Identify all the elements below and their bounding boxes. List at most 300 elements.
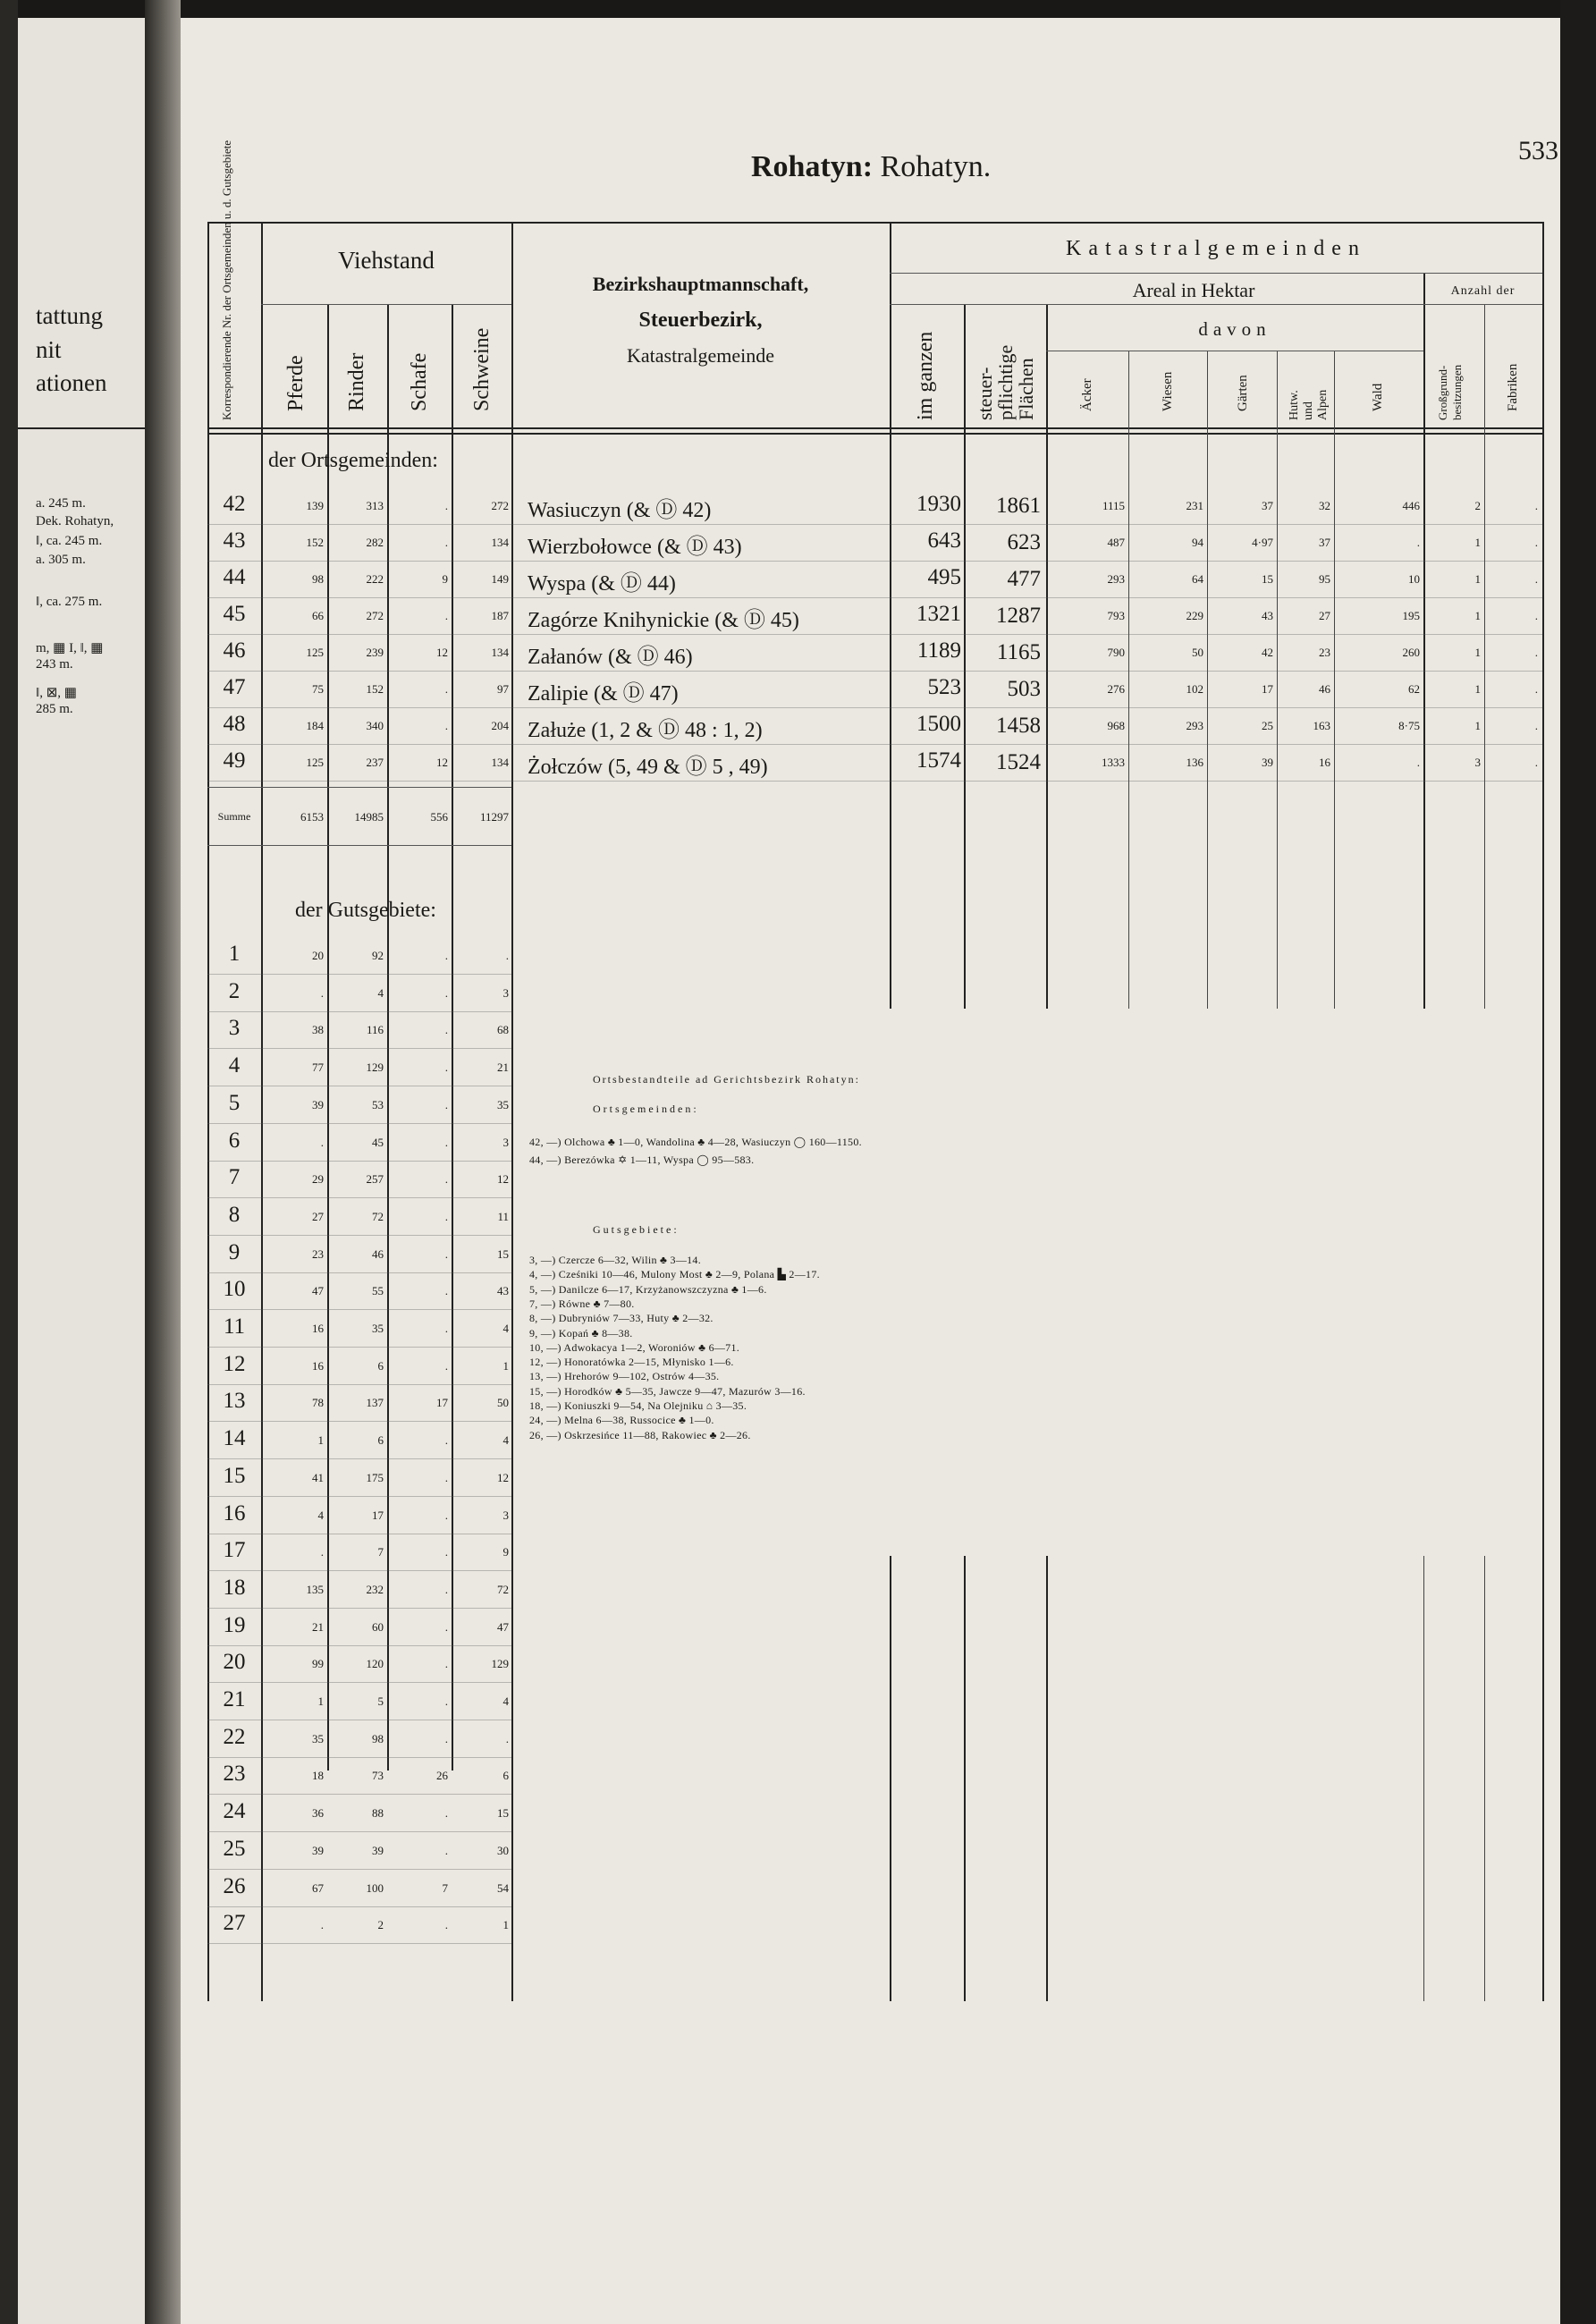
- gg-row-number: 10: [223, 1277, 246, 1301]
- gg-rinder: 137: [366, 1396, 384, 1409]
- og-gaerten: 4·97: [1252, 536, 1273, 549]
- gg-pferde: 67: [312, 1881, 324, 1895]
- schweine-header: Schweine: [470, 327, 494, 411]
- og-pferde: 139: [306, 499, 324, 512]
- prev-rule: [18, 427, 145, 429]
- og-wiesen: 94: [1192, 536, 1203, 549]
- og-wiesen: 231: [1186, 499, 1203, 512]
- og-fabriken: .: [1534, 609, 1538, 622]
- ortsbestand-gg-line: 15, —) Horodków ♣ 5—35, Jawcze 9—47, Mazurów 3—16.: [529, 1385, 806, 1398]
- gg-rinder: 2: [377, 1918, 384, 1931]
- og-hutweiden: 163: [1313, 719, 1330, 732]
- og-hutweiden: 16: [1319, 756, 1330, 769]
- gg-row-number: 18: [223, 1576, 246, 1600]
- prev-heading-2: nit: [36, 336, 62, 363]
- og-grossgrund: 1: [1474, 609, 1481, 622]
- prev-line: ǁ, ca. 245 m.: [36, 534, 103, 548]
- gg-row-number: 27: [223, 1911, 246, 1935]
- og-schweine: 272: [491, 499, 509, 512]
- og-pferde: 152: [306, 536, 324, 549]
- prev-line: ǁ, ⊠, ▦: [36, 686, 77, 700]
- gg-schafe: 26: [436, 1769, 448, 1782]
- og-hutweiden: 46: [1319, 682, 1330, 696]
- gg-row-rule: [207, 1831, 511, 1832]
- prev-line: a. 245 m.: [36, 496, 86, 511]
- gg-schweine: 30: [497, 1844, 509, 1857]
- og-name: Żołczów (5, 49 & Ⓓ 5 , 49): [528, 756, 768, 779]
- og-wald: .: [1416, 756, 1420, 769]
- gg-pferde: 1: [317, 1433, 324, 1447]
- og-wald: 8·75: [1398, 719, 1420, 732]
- col-rule: [1334, 351, 1335, 1009]
- gg-row-number: 24: [223, 1799, 246, 1823]
- gg-pferde: 27: [312, 1210, 324, 1223]
- prev-line: m, ▦ I, ǁ, ▦: [36, 641, 104, 655]
- gg-row-rule: [207, 1421, 511, 1422]
- gg-row-rule: [207, 1123, 511, 1124]
- gg-schafe: .: [444, 949, 448, 962]
- og-rinder: 237: [366, 756, 384, 769]
- gg-row-rule: [207, 1235, 511, 1236]
- og-wald: 260: [1402, 646, 1420, 659]
- gg-schweine: 50: [497, 1396, 509, 1409]
- gg-row-number: 13: [223, 1389, 246, 1413]
- og-acker: 1333: [1102, 756, 1125, 769]
- og-schafe: .: [444, 499, 448, 512]
- gg-rinder: 72: [372, 1210, 384, 1223]
- gg-row-number: 16: [223, 1501, 246, 1525]
- col-rule-lower: [1423, 1556, 1424, 2001]
- gg-schafe: .: [444, 1657, 448, 1670]
- og-wald: 446: [1402, 499, 1420, 512]
- og-steuerpflichtig: 1861: [996, 494, 1041, 518]
- gg-pferde: 99: [312, 1657, 324, 1670]
- og-fabriken: .: [1534, 572, 1538, 586]
- og-schafe: 12: [436, 646, 448, 659]
- gg-row-rule: [207, 1197, 511, 1198]
- og-gaerten: 17: [1262, 682, 1273, 696]
- og-row-number: 49: [223, 748, 246, 773]
- gg-row-rule: [207, 1458, 511, 1459]
- gg-pferde: 78: [312, 1396, 324, 1409]
- gg-row-number: 7: [228, 1165, 241, 1189]
- og-acker: 968: [1107, 719, 1125, 732]
- gg-schweine: 15: [497, 1806, 509, 1820]
- gg-schafe: .: [444, 1098, 448, 1111]
- summe-label: Summe: [217, 810, 251, 823]
- og-wald: 62: [1408, 682, 1420, 696]
- gg-pferde: 77: [312, 1061, 324, 1074]
- gg-row-rule: [207, 1943, 511, 1944]
- gg-schweine: 9: [502, 1545, 509, 1559]
- pferde-header: Pferde: [284, 355, 308, 411]
- og-steuerpflichtig: 1165: [996, 640, 1041, 664]
- ortsbestand-gg-line: 5, —) Danilcze 6—17, Krzyżanowszczyzna ♣ 1—6.: [529, 1283, 767, 1296]
- ortsbestand-og-line: 44, —) Berezówka ✡ 1—11, Wyspa ◯ 95—583.: [529, 1154, 755, 1166]
- og-fabriken: .: [1534, 756, 1538, 769]
- og-fabriken: .: [1534, 499, 1538, 512]
- gg-schweine: .: [505, 1732, 509, 1745]
- gg-pferde: 38: [312, 1023, 324, 1036]
- ortsbestand-gg-line: 3, —) Czercze 6—32, Wilin ♣ 3—14.: [529, 1254, 702, 1266]
- gg-row-number: 17: [223, 1538, 246, 1562]
- og-im-ganzen: 643: [927, 528, 961, 553]
- og-rinder: 222: [366, 572, 384, 586]
- section-ortsgemeinden: der Ortsgemeinden:: [268, 449, 438, 472]
- gg-row-number: 19: [223, 1613, 246, 1637]
- ortsbestand-gg-line: 7, —) Równe ♣ 7—80.: [529, 1297, 635, 1310]
- gg-pferde: 39: [312, 1098, 324, 1111]
- og-row-number: 44: [223, 565, 246, 589]
- ortsbestand-gg-line: 9, —) Kopań ♣ 8—38.: [529, 1327, 633, 1339]
- gg-rinder: 60: [372, 1620, 384, 1634]
- og-hutweiden: 27: [1319, 609, 1330, 622]
- wiesen-header: Wiesen: [1161, 371, 1175, 411]
- gg-row-number: 12: [223, 1352, 246, 1376]
- ortsbestand-gg-line: 24, —) Melna 6—38, Russocice ♣ 1—0.: [529, 1414, 714, 1426]
- header-bottom-rule-2: [207, 433, 1544, 435]
- col-rule: [1128, 351, 1129, 1009]
- og-name: Wyspa (& Ⓓ 44): [528, 572, 676, 596]
- gg-schafe: .: [444, 1620, 448, 1634]
- og-schweine: 204: [491, 719, 509, 732]
- col-rule: [1423, 273, 1425, 1009]
- og-wiesen: 293: [1186, 719, 1203, 732]
- gg-row-rule: [207, 1496, 511, 1497]
- og-rinder: 313: [366, 499, 384, 512]
- og-im-ganzen: 1500: [916, 712, 961, 736]
- og-steuerpflichtig: 1458: [996, 714, 1041, 738]
- gg-schafe: .: [444, 1583, 448, 1596]
- prev-line: 285 m.: [36, 702, 73, 716]
- summe-pferde: 6153: [300, 810, 324, 824]
- og-grossgrund: 1: [1474, 682, 1481, 696]
- gg-schafe: .: [444, 1322, 448, 1335]
- gg-schafe: .: [444, 1508, 448, 1522]
- gg-schweine: 1: [502, 1918, 509, 1931]
- gg-row-number: 14: [223, 1426, 246, 1450]
- gg-rinder: 39: [372, 1844, 384, 1857]
- og-schweine: 149: [491, 572, 509, 586]
- og-row-rule: [207, 524, 1542, 525]
- gg-rinder: 46: [372, 1247, 384, 1261]
- rinder-header: Rinder: [345, 352, 368, 411]
- gg-row-number: 15: [223, 1464, 246, 1488]
- og-schweine: 97: [497, 682, 509, 696]
- gg-pferde: 21: [312, 1620, 324, 1634]
- og-row-rule: [207, 744, 1542, 745]
- gg-schweine: 4: [502, 1694, 509, 1708]
- ortsbestand-gg-line: 12, —) Honoratówka 2—15, Młynisko 1—6.: [529, 1356, 734, 1368]
- gg-schafe: .: [444, 1023, 448, 1036]
- gg-schafe: .: [444, 1359, 448, 1373]
- gg-row-rule: [207, 1682, 511, 1683]
- page-number: 533: [1518, 136, 1558, 165]
- scan-top-border: [0, 0, 1596, 18]
- gg-rinder: 100: [366, 1881, 384, 1895]
- ortsbestand-og-line: 42, —) Olchowa ♣ 1—0, Wandolina ♣ 4—28, Wasiuczyn ◯ 160—1150.: [529, 1136, 862, 1148]
- steuer-header-2: pflichtige: [994, 344, 1017, 420]
- og-wiesen: 136: [1186, 756, 1203, 769]
- og-fabriken: .: [1534, 646, 1538, 659]
- og-pferde: 125: [306, 756, 324, 769]
- og-grossgrund: 2: [1474, 499, 1481, 512]
- og-rinder: 272: [366, 609, 384, 622]
- gg-schafe: .: [444, 1732, 448, 1745]
- bezirk-header-1: Bezirkshauptmannschaft,: [592, 273, 809, 295]
- summe-rule-bottom: [207, 845, 511, 846]
- gg-schweine: 54: [497, 1881, 509, 1895]
- gg-schweine: 35: [497, 1098, 509, 1111]
- gg-row-rule: [207, 1272, 511, 1273]
- gg-schafe: .: [444, 1061, 448, 1074]
- header-bottom-rule: [207, 427, 1544, 429]
- gg-row-rule: [207, 1309, 511, 1310]
- og-row-number: 47: [223, 675, 246, 699]
- gg-schafe: .: [444, 1210, 448, 1223]
- og-schafe: .: [444, 719, 448, 732]
- gg-pferde: 35: [312, 1732, 324, 1745]
- gg-schafe: .: [444, 1806, 448, 1820]
- og-name: Zagórze Knihynickie (& Ⓓ 45): [528, 609, 799, 632]
- summe-schafe: 556: [430, 810, 448, 824]
- gg-schweine: 43: [497, 1284, 509, 1297]
- gg-rinder: 232: [366, 1583, 384, 1596]
- gg-row-rule: [207, 974, 511, 975]
- gg-rinder: 6: [377, 1433, 384, 1447]
- gg-row-rule: [207, 1048, 511, 1049]
- gg-row-rule: [207, 1794, 511, 1795]
- gg-rinder: 92: [372, 949, 384, 962]
- scan-right-border: [1560, 0, 1596, 2324]
- gg-rinder: 120: [366, 1657, 384, 1670]
- gg-pferde: .: [320, 1136, 324, 1149]
- og-acker: 1115: [1102, 499, 1125, 512]
- gg-schweine: 12: [497, 1471, 509, 1484]
- og-schafe: 12: [436, 756, 448, 769]
- gg-row-number: 6: [228, 1128, 241, 1153]
- og-row-rule: [207, 634, 1542, 635]
- og-name: Wierzbołowce (& Ⓓ 43): [528, 536, 742, 559]
- og-row-number: 48: [223, 712, 246, 736]
- gg-pferde: 16: [312, 1322, 324, 1335]
- og-grossgrund: 1: [1474, 646, 1481, 659]
- gg-row-number: 11: [223, 1314, 246, 1339]
- gg-schafe: 17: [436, 1396, 448, 1409]
- korr-header: Korrespondierende Nr. der Ortsgemeinden u. d. Gutsgebiete: [220, 140, 233, 420]
- section-gutsgebiete: der Gutsgebiete:: [295, 899, 436, 922]
- og-rinder: 152: [366, 682, 384, 696]
- gg-pferde: 41: [312, 1471, 324, 1484]
- gg-schafe: .: [444, 1471, 448, 1484]
- gg-rinder: 175: [366, 1471, 384, 1484]
- og-fabriken: .: [1534, 682, 1538, 696]
- areal-rule: [890, 304, 1542, 305]
- gg-row-number: 1: [228, 942, 241, 966]
- gg-rinder: 35: [372, 1322, 384, 1335]
- fabriken-header: Fabriken: [1506, 363, 1520, 411]
- acker-header: Äcker: [1080, 378, 1094, 411]
- og-acker: 487: [1107, 536, 1125, 549]
- og-name: Zalipie (& Ⓓ 47): [528, 682, 679, 706]
- og-gaerten: 43: [1262, 609, 1273, 622]
- prev-heading-3: ationen: [36, 369, 107, 396]
- col-rule: [511, 222, 513, 2001]
- gg-row-rule: [207, 1011, 511, 1012]
- gg-row-number: 2: [228, 979, 241, 1003]
- imganzen-header: im ganzen: [914, 331, 937, 420]
- ortsbestand-title: Ortsbestandteile ad Gerichtsbezirk Rohatyn:: [593, 1073, 860, 1086]
- og-im-ganzen: 1189: [916, 638, 961, 663]
- og-im-ganzen: 523: [927, 675, 961, 699]
- ortsbestand-gg-line: 26, —) Oskrzesińce 11—88, Rakowiec ♣ 2—26.: [529, 1429, 751, 1441]
- steuer-header: steuer-: [974, 367, 996, 420]
- gg-pferde: 135: [306, 1583, 324, 1596]
- hutw-header-2: und: [1302, 401, 1315, 420]
- gg-rinder: 17: [372, 1508, 384, 1522]
- viehstand-rule: [261, 304, 511, 305]
- gg-schweine: 3: [502, 1508, 509, 1522]
- gg-rinder: 88: [372, 1806, 384, 1820]
- gg-pferde: 36: [312, 1806, 324, 1820]
- viehstand-header: Viehstand: [338, 247, 435, 274]
- og-hutweiden: 32: [1319, 499, 1330, 512]
- col-rule-lower: [964, 1556, 966, 2001]
- og-im-ganzen: 1574: [916, 748, 961, 773]
- og-schweine: 134: [491, 756, 509, 769]
- gg-row-number: 22: [223, 1725, 246, 1749]
- og-hutweiden: 23: [1319, 646, 1330, 659]
- og-gaerten: 25: [1262, 719, 1273, 732]
- gg-row-rule: [207, 1869, 511, 1870]
- og-wald: 10: [1408, 572, 1420, 586]
- og-row-rule: [207, 781, 1542, 782]
- og-rinder: 340: [366, 719, 384, 732]
- og-gaerten: 37: [1262, 499, 1273, 512]
- gg-rinder: 4: [377, 986, 384, 1000]
- anzahl-header: Anzahl der: [1450, 284, 1516, 298]
- gg-rinder: 98: [372, 1732, 384, 1745]
- gross-header: Großgrund-: [1436, 365, 1449, 420]
- gg-pferde: 47: [312, 1284, 324, 1297]
- summe-rule-top: [207, 787, 511, 788]
- og-schafe: .: [444, 682, 448, 696]
- og-pferde: 98: [312, 572, 324, 586]
- gg-row-number: 3: [228, 1016, 241, 1040]
- col-rule-lower: [1484, 1556, 1485, 2001]
- og-grossgrund: 3: [1474, 756, 1481, 769]
- table-top-rule: [207, 222, 1544, 224]
- summe-schweine: 11297: [479, 810, 509, 824]
- gg-schweine: 72: [497, 1583, 509, 1596]
- og-im-ganzen: 1930: [916, 492, 961, 516]
- og-wald: 195: [1402, 609, 1420, 622]
- hutw-header-3: Alpen: [1316, 389, 1330, 420]
- gross-header-2: besitzungen: [1450, 364, 1464, 420]
- gg-pferde: .: [320, 1918, 324, 1931]
- ortsbestand-gg-line: 4, —) Cześniki 10—46, Mulony Most ♣ 2—9, Polana ▙ 2—17.: [529, 1268, 820, 1280]
- og-row-number: 43: [223, 528, 246, 553]
- og-schafe: .: [444, 609, 448, 622]
- gg-pferde: .: [320, 1545, 324, 1559]
- gg-row-rule: [207, 1608, 511, 1609]
- gg-schweine: 4: [502, 1433, 509, 1447]
- og-name: Załuże (1, 2 & Ⓓ 48 : 1, 2): [528, 719, 763, 742]
- prev-line: 243 m.: [36, 657, 73, 672]
- steuer-header-3: Flächen: [1015, 358, 1037, 420]
- gg-pferde: .: [320, 986, 324, 1000]
- gg-schafe: .: [444, 1918, 448, 1931]
- gg-schafe: .: [444, 1433, 448, 1447]
- og-steuerpflichtig: 477: [1007, 567, 1041, 591]
- og-name: Wasiuczyn (& Ⓓ 42): [528, 499, 712, 522]
- ortsbestand-gg-line: 10, —) Adwokacya 1—2, Woroniów ♣ 6—71.: [529, 1341, 740, 1354]
- prev-line: ǁ, ca. 275 m.: [36, 595, 103, 609]
- gg-pferde: 18: [312, 1769, 324, 1782]
- gg-pferde: 29: [312, 1172, 324, 1186]
- summe-rinder: 14985: [354, 810, 384, 824]
- ortsbestand-gg-title: Gutsgebiete:: [593, 1223, 680, 1236]
- og-wiesen: 50: [1192, 646, 1203, 659]
- og-im-ganzen: 495: [927, 565, 961, 589]
- gg-schafe: .: [444, 1247, 448, 1261]
- gg-row-rule: [207, 1384, 511, 1385]
- col-rule-lower: [1046, 1556, 1048, 2001]
- gg-pferde: 20: [312, 949, 324, 962]
- gg-schweine: 4: [502, 1322, 509, 1335]
- gg-row-number: 5: [228, 1091, 241, 1115]
- og-grossgrund: 1: [1474, 719, 1481, 732]
- gg-pferde: 4: [317, 1508, 324, 1522]
- schafe-header: Schafe: [408, 352, 431, 411]
- bezirk-header-2: Steuerbezirk,: [638, 308, 763, 332]
- og-fabriken: .: [1534, 719, 1538, 732]
- ortsbestand-og-title: Ortsgemeinden:: [593, 1103, 699, 1115]
- og-wiesen: 64: [1192, 572, 1203, 586]
- gg-schweine: 129: [491, 1657, 509, 1670]
- gg-schweine: .: [505, 949, 509, 962]
- og-rinder: 239: [366, 646, 384, 659]
- og-acker: 293: [1107, 572, 1125, 586]
- gg-schweine: 11: [497, 1210, 509, 1223]
- col-rule: [1277, 351, 1278, 1009]
- og-wald: .: [1416, 536, 1420, 549]
- gg-schweine: 12: [497, 1172, 509, 1186]
- og-row-number: 46: [223, 638, 246, 663]
- book-spine-shadow: [145, 0, 181, 2324]
- areal-header: Areal in Hektar: [1132, 279, 1255, 301]
- og-grossgrund: 1: [1474, 536, 1481, 549]
- gg-schweine: 3: [502, 1136, 509, 1149]
- og-acker: 790: [1107, 646, 1125, 659]
- gg-rinder: 116: [366, 1023, 384, 1036]
- bezirk-header-3: Katastralgemeinde: [627, 344, 774, 367]
- hutw-header: Hutw.: [1288, 390, 1301, 420]
- og-im-ganzen: 1321: [916, 602, 961, 626]
- gg-row-number: 25: [223, 1837, 246, 1861]
- og-grossgrund: 1: [1474, 572, 1481, 586]
- gg-rinder: 5: [377, 1694, 384, 1708]
- gg-schafe: .: [444, 1172, 448, 1186]
- og-steuerpflichtig: 503: [1007, 677, 1041, 701]
- gg-schafe: .: [444, 986, 448, 1000]
- gg-pferde: 39: [312, 1844, 324, 1857]
- gg-rinder: 73: [372, 1769, 384, 1782]
- table-right-rule: [1542, 222, 1544, 2001]
- gg-schafe: .: [444, 1284, 448, 1297]
- ortsbestand-gg-line: 8, —) Dubryniów 7—33, Huty ♣ 2—32.: [529, 1312, 714, 1324]
- gg-schweine: 1: [502, 1359, 509, 1373]
